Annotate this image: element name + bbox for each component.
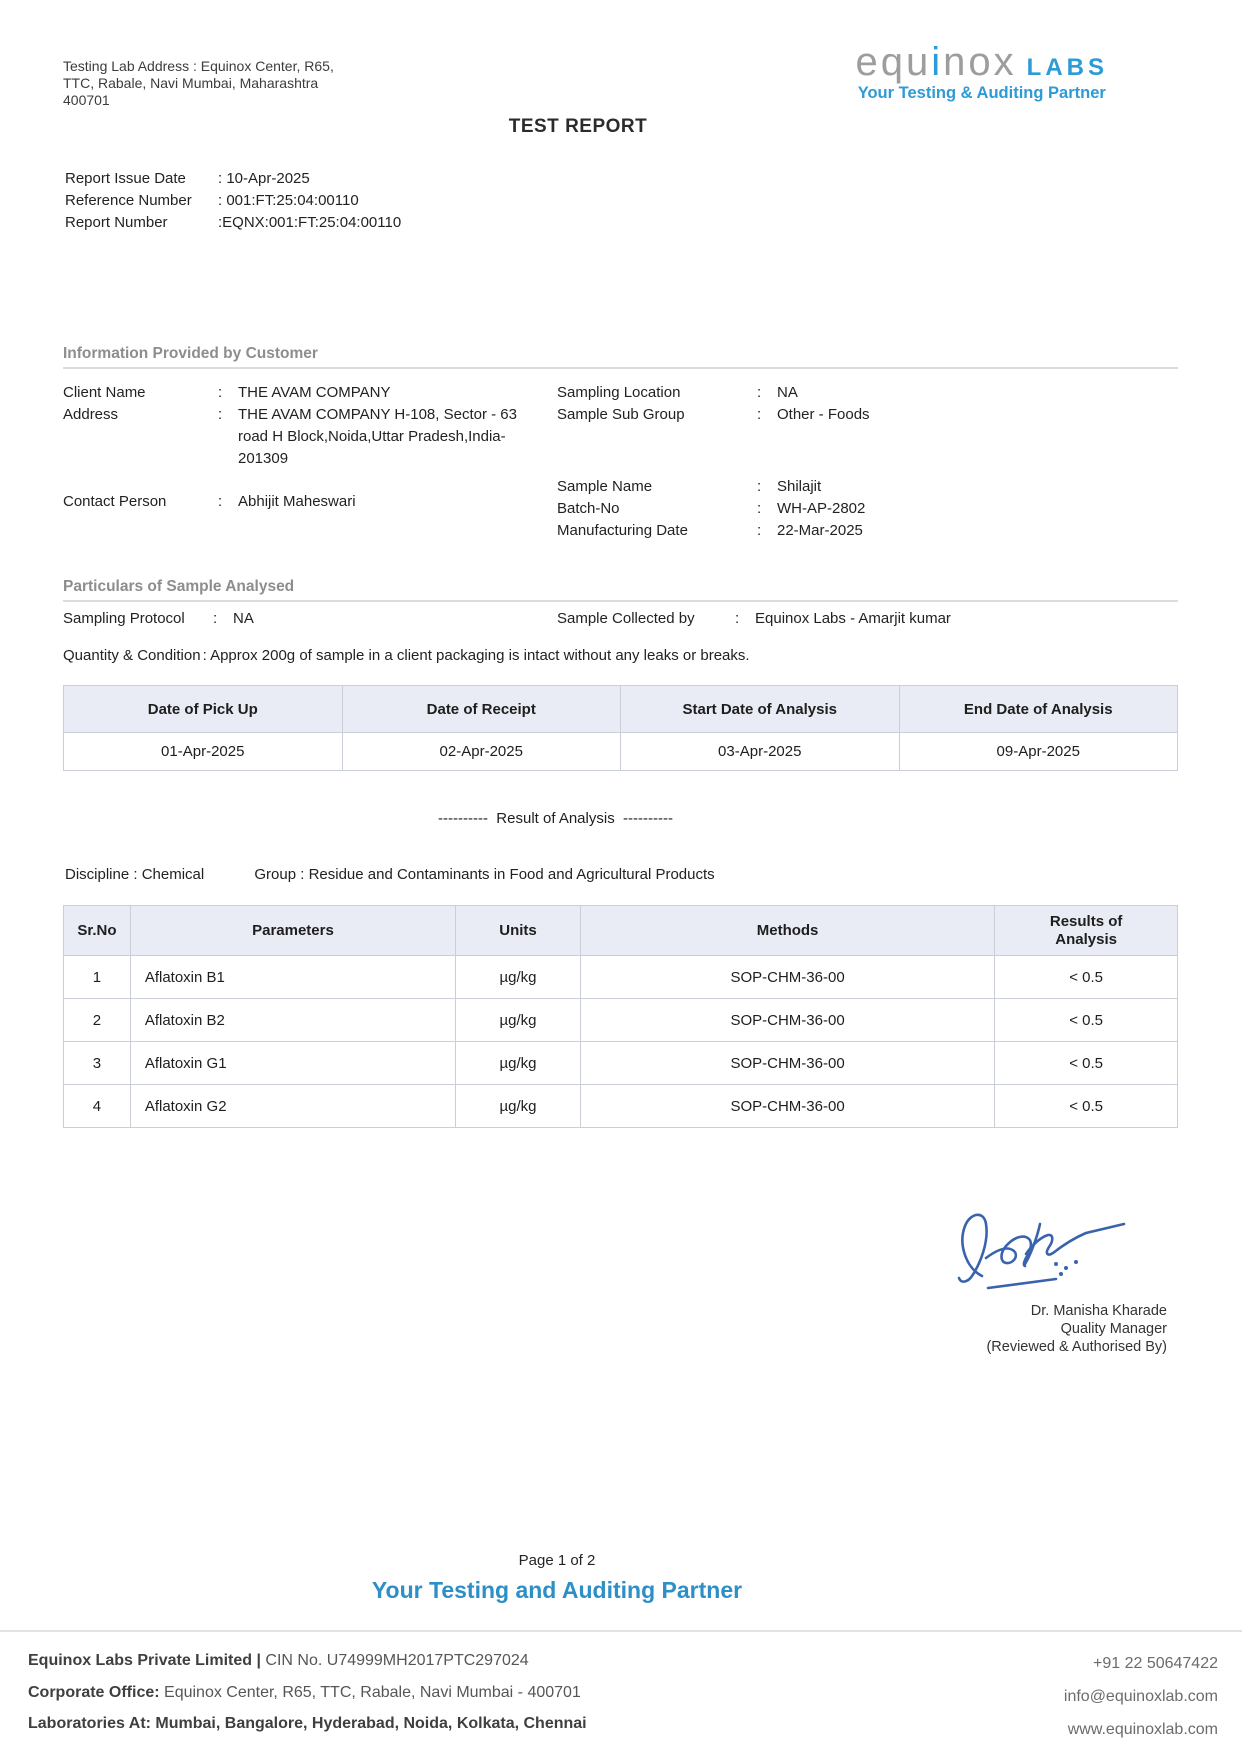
cell-parameter: Aflatoxin B1 <box>130 956 455 999</box>
section-divider <box>63 600 1178 602</box>
lab-address-line: 400701 <box>63 92 110 108</box>
manufacturing-date-row <box>557 520 1178 542</box>
table-row <box>64 999 1178 1042</box>
signatory-role: Quality Manager <box>1060 1321 1167 1337</box>
meta-label: Report Number <box>65 214 168 231</box>
report-number-row <box>65 212 401 234</box>
company-cin: CIN No. U74999MH2017PTC297024 <box>260 1652 529 1669</box>
company-cin-line <box>28 1645 587 1677</box>
client-name-row <box>63 382 563 404</box>
quantity-condition-row <box>63 645 1178 667</box>
cell-method: SOP-CHM-36-00 <box>580 1042 994 1085</box>
cell-end-date: 09-Apr-2025 <box>899 733 1178 771</box>
corporate-office-label: Corporate Office: <box>28 1683 160 1701</box>
field-label: Sampling Location <box>557 384 681 401</box>
batch-no-row <box>557 498 1178 520</box>
colon: : <box>735 610 740 627</box>
reference-number-row <box>65 190 401 212</box>
section-title-customer-info: Information Provided by Customer <box>63 345 318 362</box>
field-value: : Approx 200g of sample in a client packaging is intact without any leaks or breaks. <box>202 647 750 664</box>
corporate-office-value: Equinox Center, R65, TTC, Rabale, Navi Mumbai - 400701 <box>159 1683 581 1701</box>
field-value: NA <box>777 384 798 401</box>
header-start-date-of-analysis: Start Date of Analysis <box>621 686 900 733</box>
field-label: Sample Collected by <box>557 610 695 627</box>
cell-method: SOP-CHM-36-00 <box>580 1085 994 1128</box>
field-value: Shilajit <box>777 478 822 495</box>
field-label: Sampling Protocol <box>63 610 185 627</box>
field-label: Contact Person <box>63 493 167 510</box>
page-title: TEST REPORT <box>508 116 648 137</box>
dates-table <box>63 685 1178 771</box>
sample-sub-group-row <box>557 404 1178 426</box>
colon: : <box>213 610 218 627</box>
footer-divider <box>0 1630 1242 1632</box>
cell-start-date: 03-Apr-2025 <box>621 733 900 771</box>
customer-info-right-column <box>557 376 1178 542</box>
header-methods: Methods <box>580 906 994 956</box>
header-date-of-pick-up: Date of Pick Up <box>64 686 343 733</box>
cell-unit: µg/kg <box>456 956 581 999</box>
group-text: Group : Residue and Contaminants in Food and Agricultural Products <box>254 866 715 883</box>
sampling-location-row <box>557 382 1178 404</box>
results-table-header-row <box>64 906 1178 956</box>
field-value: WH-AP-2802 <box>777 500 866 517</box>
logo-labs-text: LABS <box>1026 54 1108 81</box>
sample-name-row <box>557 476 1178 498</box>
field-label: Client Name <box>63 384 146 401</box>
logo-tagline: Your Testing & Auditing Partner <box>857 84 1106 102</box>
page-number: Page 1 of 2 <box>518 1552 596 1569</box>
cell-unit: µg/kg <box>456 1085 581 1128</box>
report-meta <box>65 168 401 234</box>
meta-label: Report Issue Date <box>65 170 186 187</box>
table-row <box>64 1085 1178 1128</box>
footer-tagline: Your Testing and Auditing Partner <box>371 1577 743 1603</box>
footer-website: www.equinoxlab.com <box>1067 1721 1218 1738</box>
header-results-of-analysis: Results of Analysis <box>995 906 1178 956</box>
header-date-of-receipt: Date of Receipt <box>342 686 621 733</box>
signatory-name: Dr. Manisha Kharade <box>1030 1303 1167 1319</box>
signature-block <box>737 1198 1167 1356</box>
logo-text: nox <box>943 40 1017 84</box>
cell-unit: µg/kg <box>456 1042 581 1085</box>
colon: : <box>218 384 223 401</box>
laboratories-line: Laboratories At: Mumbai, Bangalore, Hyderabad, Noida, Kolkata, Chennai <box>28 1715 587 1732</box>
colon: : <box>757 500 762 517</box>
cell-parameter: Aflatoxin B2 <box>130 999 455 1042</box>
lab-address-line: Testing Lab Address : Equinox Center, R65, <box>63 58 334 74</box>
field-value: THE AVAM COMPANY <box>238 384 391 401</box>
footer-email: info@equinoxlab.com <box>1063 1688 1218 1705</box>
customer-info-grid <box>63 376 1178 546</box>
corporate-office-line <box>28 1677 587 1709</box>
lab-address-line: TTC, Rabale, Navi Mumbai, Maharashtra <box>63 75 319 91</box>
header-sr-no: Sr.No <box>64 906 131 956</box>
logo-text: equ <box>855 40 932 84</box>
colon: : <box>218 406 223 423</box>
cell-receipt-date: 02-Apr-2025 <box>342 733 621 771</box>
field-label: Address <box>63 406 119 423</box>
cell-sr-no: 4 <box>64 1085 131 1128</box>
equinox-logo <box>856 42 1108 103</box>
section-title-particulars: Particulars of Sample Analysed <box>63 578 295 595</box>
field-value: Other - Foods <box>777 406 870 423</box>
report-issue-date-row <box>65 168 401 190</box>
dates-table-value-row <box>64 733 1178 771</box>
cell-result: < 0.5 <box>995 1042 1178 1085</box>
field-value: Equinox Labs - Amarjit kumar <box>755 610 951 627</box>
colon: : <box>218 493 223 510</box>
colon: : <box>757 478 762 495</box>
cell-method: SOP-CHM-36-00 <box>580 999 994 1042</box>
header-end-date-of-analysis: End Date of Analysis <box>899 686 1178 733</box>
field-label: Sample Sub Group <box>557 406 685 423</box>
field-label: Sample Name <box>557 478 653 495</box>
header-parameters: Parameters <box>130 906 455 956</box>
cell-result: < 0.5 <box>995 999 1178 1042</box>
signature-image <box>943 1198 1153 1298</box>
dates-table-header-row <box>64 686 1178 733</box>
contact-person-row <box>63 491 563 513</box>
results-table <box>63 905 1178 1128</box>
cell-unit: µg/kg <box>456 999 581 1042</box>
field-label: Manufacturing Date <box>557 522 688 539</box>
meta-value: : 001:FT:25:04:00110 <box>218 192 359 209</box>
cell-sr-no: 2 <box>64 999 131 1042</box>
field-value: 22-Mar-2025 <box>777 522 863 539</box>
sample-collected-by <box>557 608 951 630</box>
equinox-logo-wordmark <box>856 42 1108 82</box>
field-value: NA <box>233 610 254 627</box>
cell-pick-up-date: 01-Apr-2025 <box>64 733 343 771</box>
footer-company-info <box>28 1645 587 1740</box>
lab-address <box>63 58 393 109</box>
cell-method: SOP-CHM-36-00 <box>580 956 994 999</box>
address-row <box>63 404 563 470</box>
meta-label: Reference Number <box>65 192 192 209</box>
colon: : <box>757 406 762 423</box>
sampling-protocol <box>63 608 254 630</box>
colon: : <box>757 384 762 401</box>
header-units: Units <box>456 906 581 956</box>
cell-result: < 0.5 <box>995 956 1178 999</box>
cell-result: < 0.5 <box>995 1085 1178 1128</box>
table-row <box>64 1042 1178 1085</box>
customer-info-left-column <box>63 376 563 513</box>
colon: : <box>757 522 762 539</box>
field-label: Quantity & Condition <box>63 647 201 664</box>
discipline-text: Discipline : Chemical <box>65 866 205 883</box>
section-divider <box>63 367 1178 369</box>
meta-value: : 10-Apr-2025 <box>218 170 310 187</box>
field-value: THE AVAM COMPANY H-108, Sector - 63 road H Block,Noida,Uttar Pradesh,India- 201309 <box>238 406 517 467</box>
table-row <box>64 956 1178 999</box>
signatory-note: (Reviewed & Authorised By) <box>986 1339 1167 1355</box>
discipline-group-row <box>65 866 715 883</box>
meta-value: :EQNX:001:FT:25:04:00110 <box>218 214 402 231</box>
company-name: Equinox Labs Private Limited | <box>28 1652 261 1669</box>
field-value: Abhijit Maheswari <box>238 493 356 510</box>
field-label: Batch-No <box>557 500 620 517</box>
result-of-analysis-divider: ---------- Result of Analysis ---------- <box>438 810 673 827</box>
footer-contact-info <box>1064 1647 1218 1746</box>
footer-phone: +91 22 50647422 <box>1092 1655 1218 1672</box>
logo-text-i: i <box>931 40 944 84</box>
cell-parameter: Aflatoxin G2 <box>130 1085 455 1128</box>
cell-sr-no: 1 <box>64 956 131 999</box>
cell-parameter: Aflatoxin G1 <box>130 1042 455 1085</box>
cell-sr-no: 3 <box>64 1042 131 1085</box>
